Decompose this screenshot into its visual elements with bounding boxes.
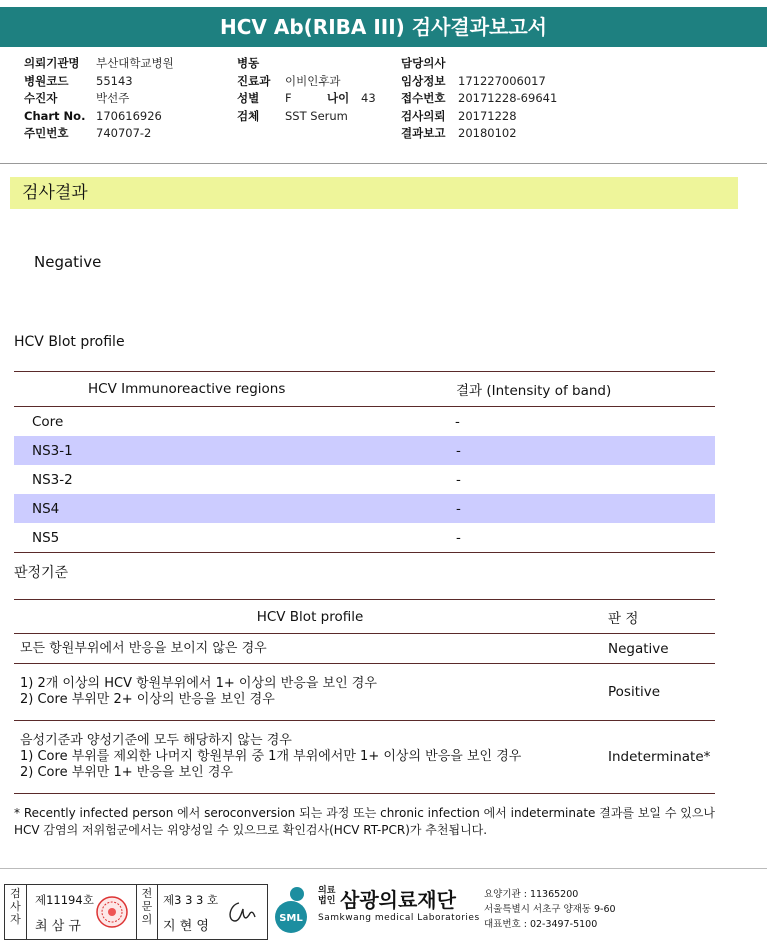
verdict-cell: Positive (606, 664, 715, 721)
table-row (14, 436, 715, 465)
blot-table (14, 371, 715, 553)
criteria-header-profile: HCV Blot profile (14, 600, 606, 634)
specimen-value: SST Serum (285, 108, 348, 123)
criteria-cell (14, 634, 606, 664)
org-address: 서울특별시 서초구 양재동 9-60 (484, 904, 616, 915)
age-key: 나이 (327, 91, 350, 105)
specimen-key: 검체 (237, 108, 260, 123)
result-cell: - (455, 413, 460, 430)
meta-value: 171227006017 (458, 73, 546, 88)
table-row (14, 634, 715, 664)
meta-value: 20171228 (458, 108, 517, 123)
meta-key: 담당의사 (401, 56, 446, 70)
blot-title: HCV Blot profile (14, 334, 125, 350)
region-cell: NS4 (14, 494, 455, 523)
footer-divider (0, 868, 767, 869)
meta-key: 접수번호 (401, 91, 446, 105)
criteria-cell (14, 664, 606, 721)
footnote: * Recently infected person 에서 seroconversion 되는 과정 또는 chronic infection 에서 indeterminate 결과를 보일 수 있으나 HCV 감염의 저위험군에서는 위양성일 수 있으므로 확인검사(HCV RT-PCR)가 추천됩니다. (14, 806, 716, 837)
signature-icon (225, 897, 261, 927)
criteria-line: 2) Core 부위만 1+ 반응을 보인 경우 (20, 765, 233, 780)
org-phone: 대표번호 : 02-3497-5100 (484, 919, 598, 930)
meta-column-3 (401, 55, 557, 143)
meta-key: 의뢰기관명 (24, 56, 80, 70)
meta-key: 결과보고 (401, 126, 446, 140)
table-row (14, 407, 715, 437)
meta-column-1 (24, 55, 174, 143)
blot-header-region: HCV Immunoreactive regions (14, 372, 455, 407)
meta-key: Chart No. (24, 108, 86, 123)
meta-value: 20180102 (458, 126, 517, 140)
org-prefix-text: 의료 법인 (318, 886, 336, 906)
org-english-name: Samkwang medical Laboratories (318, 913, 480, 923)
result-cell: - (455, 494, 715, 523)
table-row (14, 664, 715, 721)
meta-value: 박선주 (96, 91, 130, 105)
region-cell: NS3-2 (32, 471, 73, 488)
criteria-header-verdict: 판 정 (606, 600, 715, 634)
section-title: 검사결과 (10, 177, 738, 209)
meta-key: 병원코드 (24, 73, 69, 88)
criteria-cell (14, 721, 606, 794)
inspector-name: 최 삼 규 (35, 919, 81, 934)
age-value: 43 (361, 91, 376, 105)
report-title: HCV Ab(RIBA III) 검사결과보고서 (0, 7, 767, 47)
sex-value: F (285, 91, 292, 105)
criteria-line: 모든 항원부위에서 반응을 보이지 않은 경우 (20, 640, 267, 656)
specialist-label (136, 885, 158, 939)
verdict-cell: Indeterminate* (608, 749, 711, 765)
sex-key: 성별 (237, 91, 260, 105)
sml-logo-icon (271, 884, 315, 934)
meta-key: 임상정보 (401, 73, 446, 88)
blot-table-header (14, 372, 715, 407)
meta-value: 20171228-69641 (458, 91, 558, 105)
table-row (14, 465, 715, 494)
meta-value: 740707-2 (96, 126, 152, 140)
dept-value: 이비인후과 (285, 73, 341, 88)
blot-header-result: 결과 (Intensity of band) (455, 372, 715, 407)
meta-value: 170616926 (96, 108, 162, 123)
ward-key: 병동 (237, 56, 260, 70)
seal-stamp-icon (95, 895, 129, 929)
table-row (14, 523, 715, 553)
region-cell: NS3-1 (14, 436, 455, 465)
criteria-line: 2) Core 부위만 2+ 이상의 반응을 보인 경우 (20, 692, 275, 707)
inspector-label (5, 885, 27, 939)
signature-box (4, 884, 268, 940)
meta-column-2 (237, 55, 376, 125)
meta-value: 부산대학교병원 (96, 56, 174, 70)
criteria-title: 판정기준 (14, 565, 69, 581)
org-code: 요양기관 : 11365200 (484, 889, 579, 900)
org-info (484, 887, 616, 932)
meta-value: 55143 (96, 73, 133, 88)
region-cell: NS5 (32, 529, 60, 546)
specialist-license: 제3 3 3 호 (163, 893, 219, 907)
dept-key: 진료과 (237, 73, 271, 88)
result-value: Negative (34, 253, 102, 271)
specialist-label-text: 전문의 (141, 887, 153, 926)
table-row (14, 721, 715, 794)
meta-divider (0, 163, 767, 164)
result-cell: - (455, 436, 715, 465)
region-cell: Core (32, 413, 64, 430)
inspector-label-text: 검사자 (10, 887, 21, 926)
meta-key: 검사의뢰 (401, 108, 446, 123)
meta-key: 수진자 (24, 91, 58, 105)
result-cell: - (456, 471, 461, 488)
table-row (14, 494, 715, 523)
criteria-table (14, 599, 715, 794)
verdict-cell: Negative (606, 634, 715, 664)
logo-text: SML (279, 913, 303, 924)
criteria-line: 1) 2개 이상의 HCV 항원부위에서 1+ 이상의 반응을 보인 경우 (20, 676, 377, 691)
meta-key: 주민번호 (24, 126, 69, 140)
criteria-line: 음성기준과 양성기준에 모두 해당하지 않는 경우 (20, 733, 292, 748)
org-prefix (318, 886, 340, 906)
specialist-name: 지 현 영 (163, 919, 209, 934)
criteria-table-header (14, 600, 715, 634)
result-cell: - (456, 529, 461, 546)
inspector-license: 제11194호 (35, 893, 94, 907)
criteria-line: 1) Core 부위를 제외한 나머지 항원부위 중 1개 부위에서만 1+ 이상의 반응을 보인 경우 (20, 749, 522, 764)
org-name: 삼광의료재단 (340, 888, 456, 912)
